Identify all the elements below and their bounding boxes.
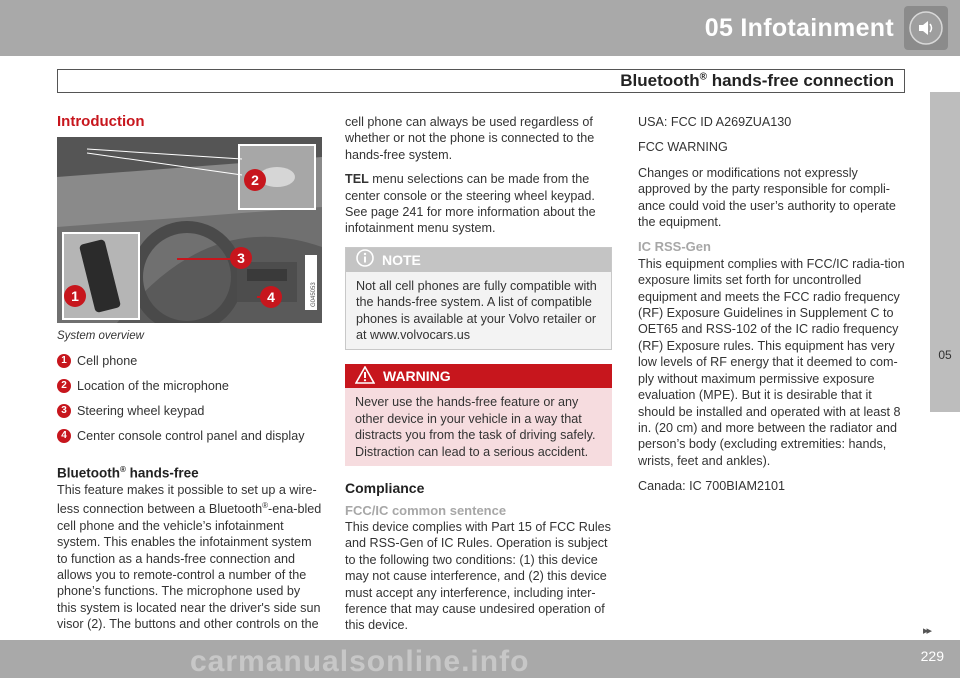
speaker-icon-box [904,6,948,50]
figure-callout-3: 3 [230,247,252,269]
warning-title: WARNING [383,368,451,385]
section-title-sup: ® [699,71,707,83]
column-2 [345,114,612,642]
rss-gen-body: This equipment complies with FCC/IC radia-tion exposure limits set forth for uncontrolled equipment and meets the FCC radio frequency (RF) Exposure Guidelines in Supplement C to OET65 and RSS-102 of the IC radio frequency (RF) Exposure rules. This equipment has very low levels of RF energy that it deemed to com-ply without maximum permissive exposure evaluation (MPE). But it is desirable that it should be installed and operated with at least 8 in. (20 cm) and more between the radiator and person’s body (excluding extremities: hands, wrists, feet and ankles). [638,256,905,468]
bluetooth-heading-main: Bluetooth [57,465,120,481]
note-body: Not all cell phones are fully compatible with the hands-free system. A list of compatible phones is available at your Volvo retailer or at www.volvocars.us [356,278,597,343]
figure-code: G045053 [311,282,317,308]
legend-list [57,349,322,449]
section-title [620,71,894,91]
legend-number: 4 [57,429,71,443]
bluetooth-body-a: This feature makes it possible to set up a wire-less connection between a Bluetooth [57,482,317,517]
legend-label: Steering wheel keypad [77,404,205,419]
usa-fcc-id: USA: FCC ID A269ZUA130 [638,115,792,129]
legend-label: Center console control panel and display [77,429,305,444]
bluetooth-heading-rest: hands-free [125,465,199,481]
warning-header [345,364,612,388]
bluetooth-body-b: -ena-bled cell phone and the vehicle’s infotainment system. This enables the infotainment system to function as a hands-free connection and allows you to remote-control a number of the phone’s functions. The microphone used by this system is located near the driver's side sun visor (2). The buttons and other controls on the [57,502,322,632]
legend-item [57,349,322,374]
legend-number: 2 [57,379,71,393]
section-title-main: Bluetooth [620,71,700,90]
figure-caption: System overview [57,330,144,343]
tel-text: menu selections can be made from the center console or the steering wheel keypad. See page 241 for more information about the infotainment menu system. [345,172,596,236]
watermark: carmanualsonline.info [190,645,530,678]
info-icon [356,249,374,270]
system-overview-figure [57,137,322,323]
page-number: 229 [920,648,944,664]
legend-number: 1 [57,354,71,368]
column-1 [57,114,322,641]
section-title-bar [57,69,905,93]
speaker-icon [908,10,944,46]
ic-rss-gen-heading: IC RSS-Gen [638,239,711,255]
legend-item [57,424,322,449]
legend-item [57,374,322,399]
warning-body: Never use the hands-free feature or any other device in your vehicle in a way that distracts you from the task of driving safely. Distraction can lead to a serious accident. [355,395,596,459]
chapter-title: 05 Infotainment [704,14,894,42]
chapter-side-tab [930,92,960,412]
tel-label: TEL [345,172,369,187]
warning-triangle-icon [355,366,375,387]
legend-item [57,399,322,424]
bluetooth-heading-sup: ® [120,464,126,474]
warning-box [345,364,612,466]
tel-paragraph [345,171,612,237]
fcc-ic-heading: FCC/IC common sentence [345,502,507,518]
figure-callout-4: 4 [260,286,282,308]
car-interior-illustration [57,137,322,323]
fcc-ic-body: This device complies with Part 15 of FCC Rules and RSS-Gen of IC Rules. Operation is subject to the following two conditions: (1) this device may not cause interference, and (2) this device must accept any interference, including inter-ference that may cause undesired operation of this device. [345,519,611,633]
fcc-warning-label: FCC WARNING [638,140,728,155]
bluetooth-body [57,482,322,633]
intro-heading: Introduction [57,113,145,130]
col2-paragraph-1: cell phone can always be used regardless of whether or not the phone is connected to the hands-free system. [345,115,595,162]
next-page-arrows: ▸▸ [922,625,930,637]
side-tab-label: 05 [938,348,952,362]
note-title: NOTE [382,251,421,268]
legend-label: Cell phone [77,354,138,369]
legend-number: 3 [57,404,71,418]
note-box [345,247,612,351]
bluetooth-heading [57,462,322,482]
section-title-rest: hands-free connection [706,71,894,90]
note-header [346,248,611,272]
canada-ic-id: Canada: IC 700BIAM2101 [638,479,786,494]
compliance-heading: Compliance [345,480,425,497]
column-3 [638,114,906,504]
legend-label: Location of the microphone [77,379,229,394]
figure-callout-1: 1 [64,285,86,307]
figure-callout-2: 2 [244,169,266,191]
changes-paragraph: Changes or modifications not expressly approved by the party responsible for compli-ance could void the user’s authority to operate the equipment. [638,165,896,230]
bluetooth-body-sup: ® [262,501,269,511]
